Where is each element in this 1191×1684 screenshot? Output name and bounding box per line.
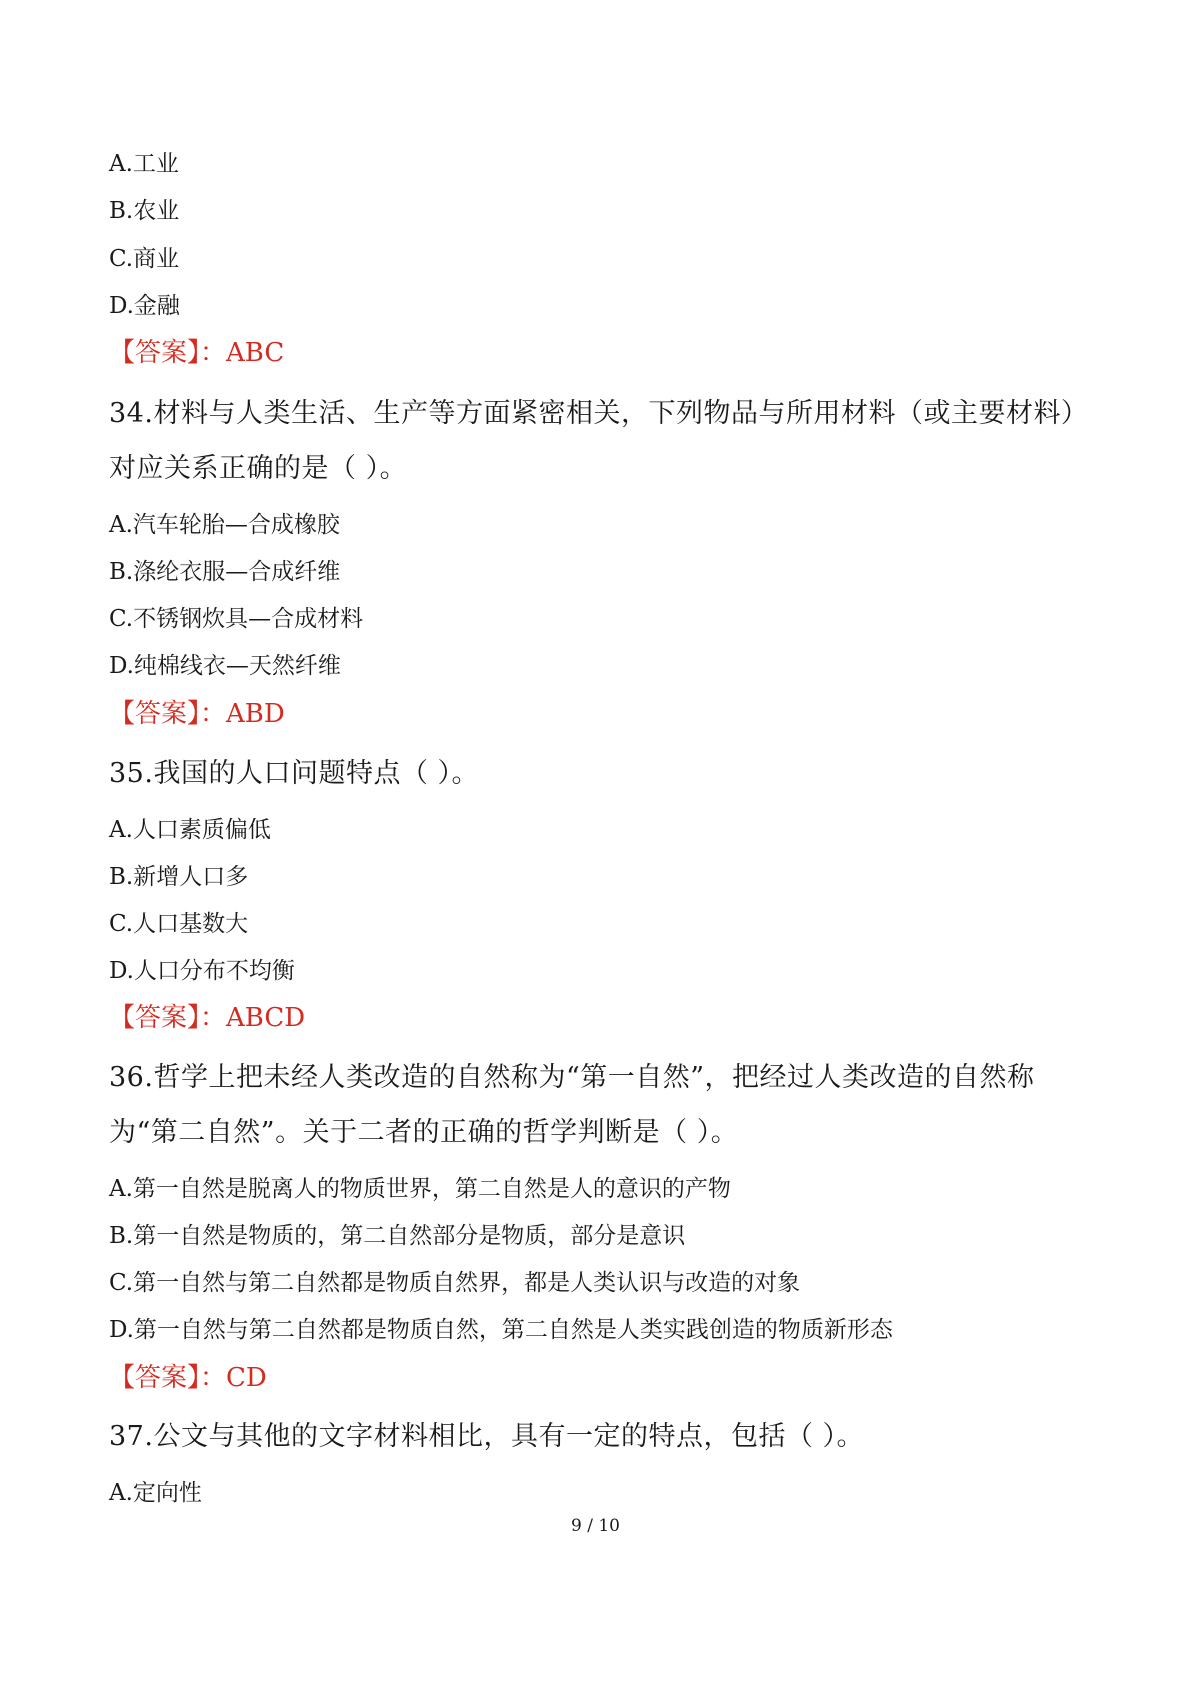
q33-option-c: C.商业 [109, 246, 180, 272]
q37-option-a: A.定向性 [109, 1480, 202, 1506]
q35-option-b: B.新增人口多 [109, 864, 249, 890]
q35-option-c: C.人口基数大 [109, 911, 249, 937]
q36-option-c: C.第一自然与第二自然都是物质自然界，都是人类认识与改造的对象 [109, 1270, 801, 1296]
q35-question: 35.我国的人口问题特点（ ）。 [109, 758, 480, 789]
q34-question-line-2: 对应关系正确的是（ ）。 [109, 453, 408, 484]
q36-option-d: D.第一自然与第二自然都是物质自然，第二自然是人类实践创造的物质新形态 [109, 1317, 893, 1343]
q36-question-line-2: 为“第二自然”。关于二者的正确的哲学判断是（ ）。 [109, 1117, 739, 1148]
q34-option-c: C.不锈钢炊具—合成材料 [109, 606, 364, 632]
q36-option-a: A.第一自然是脱离人的物质世界，第二自然是人的意识的产物 [109, 1176, 731, 1202]
q36-question-line-1: 36.哲学上把未经人类改造的自然称为“第一自然”，把经过人类改造的自然称 [109, 1062, 1035, 1093]
q34-answer: 【答案】：ABD [109, 699, 285, 729]
q33-option-a: A.工业 [109, 151, 179, 177]
q35-option-a: A.人口素质偏低 [109, 817, 271, 843]
page-number: 9 / 10 [571, 1516, 620, 1536]
q36-option-b: B.第一自然是物质的，第二自然部分是物质，部分是意识 [109, 1223, 686, 1249]
q34-option-b: B.涤纶衣服—合成纤维 [109, 559, 341, 585]
q33-option-b: B.农业 [109, 198, 180, 224]
q34-option-a: A.汽车轮胎—合成橡胶 [109, 512, 340, 538]
q36-answer: 【答案】：CD [109, 1363, 267, 1393]
q33-answer: 【答案】：ABC [109, 338, 285, 368]
q34-question-line-1: 34.材料与人类生活、生产等方面紧密相关，下列物品与所用材料（或主要材料） [109, 398, 1089, 429]
q37-question: 37.公文与其他的文字材料相比，具有一定的特点，包括（ ）。 [109, 1421, 865, 1452]
q35-answer: 【答案】：ABCD [109, 1003, 306, 1033]
q33-option-d: D.金融 [109, 293, 180, 319]
q34-option-d: D.纯棉线衣—天然纤维 [109, 653, 341, 679]
q35-option-d: D.人口分布不均衡 [109, 958, 295, 984]
